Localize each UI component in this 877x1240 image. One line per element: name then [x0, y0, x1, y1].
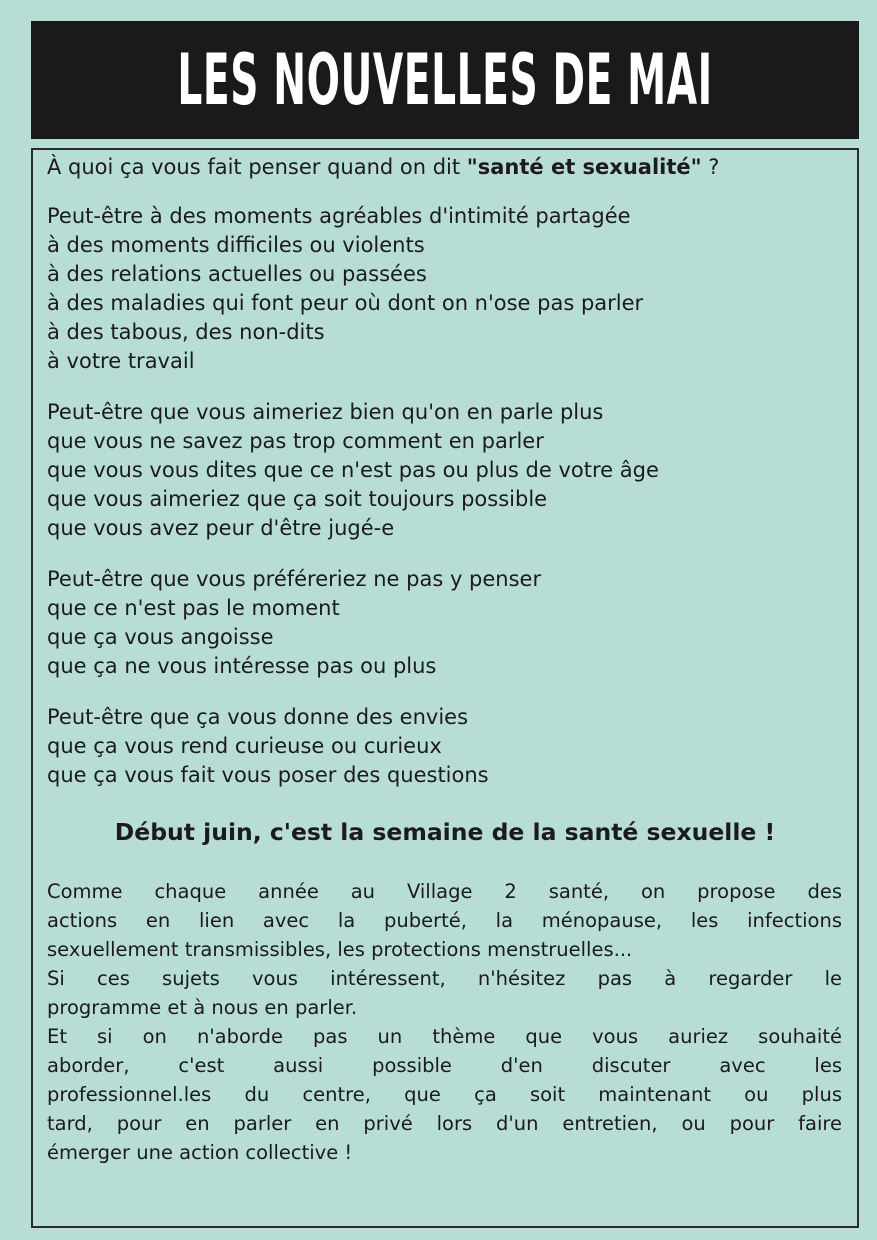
stanza-line: à des maladies qui font peur où dont on n'ose pas parler — [47, 291, 644, 315]
body-line: émerger une action collective ! — [47, 1141, 353, 1164]
newsletter-header — [31, 21, 859, 139]
stanza-talk — [47, 398, 659, 543]
body-line: Comme chaque année au Village 2 santé, on propose des — [47, 880, 842, 903]
body-paragraph — [47, 877, 842, 1167]
stanza-curious — [47, 703, 489, 790]
stanza-line: que vous vous dites que ce n'est pas ou plus de votre âge — [47, 458, 659, 482]
stanza-line: Peut-être que ça vous donne des envies — [47, 705, 469, 729]
stanza-line: à des moments difficiles ou violents — [47, 233, 425, 257]
stanza-line: que ce n'est pas le moment — [47, 596, 340, 620]
intro-question — [47, 150, 719, 184]
body-line: tard, pour en parler en privé lors d'un entretien, ou pour faire — [47, 1112, 842, 1135]
stanza-line: que ça vous angoisse — [47, 625, 274, 649]
body-line: Si ces sujets vous intéressent, n'hésitez pas à regarder le — [47, 967, 842, 990]
stanza-line: que ça vous fait vous poser des questions — [47, 763, 489, 787]
stanza-line: que ça ne vous intéresse pas ou plus — [47, 654, 437, 678]
announcement-heading: Début juin, c'est la semaine de la santé sexuelle ! — [114, 818, 776, 846]
body-line: aborder, c'est aussi possible d'en discuter avec les — [47, 1054, 842, 1077]
stanza-line: Peut-être que vous aimeriez bien qu'on en parle plus — [47, 400, 604, 424]
stanza-line: à votre travail — [47, 349, 195, 373]
stanza-line: à des tabous, des non-dits — [47, 320, 325, 344]
stanza-line: Peut-être que vous préféreriez ne pas y penser — [47, 567, 542, 591]
stanza-moments — [47, 202, 643, 376]
intro-prefix: À quoi ça vous fait penser quand on dit — [47, 155, 467, 179]
body-line: programme et à nous en parler. — [47, 996, 358, 1019]
intro-emphasis: "santé et sexualité" — [466, 155, 702, 179]
stanza-line: que vous aimeriez que ça soit toujours possible — [47, 487, 548, 511]
stanza-line: que ça vous rend curieuse ou curieux — [47, 734, 442, 758]
stanza-line: Peut-être à des moments agréables d'intimité partagée — [47, 204, 631, 228]
stanza-avoid — [47, 565, 541, 681]
body-line: actions en lien avec la puberté, la ménopause, les infections — [47, 909, 842, 932]
intro-suffix: ? — [701, 155, 720, 179]
body-line: Et si on n'aborde pas un thème que vous auriez souhaité — [47, 1025, 842, 1048]
stanza-line: que vous avez peur d'être jugé-e — [47, 516, 395, 540]
newsletter-title: LES NOUVELLES DE MAI — [177, 39, 713, 121]
stanza-line: à des relations actuelles ou passées — [47, 262, 427, 286]
body-line: professionnel.les du centre, que ça soit maintenant ou plus — [47, 1083, 842, 1106]
body-line: sexuellement transmissibles, les protections menstruelles... — [47, 938, 633, 961]
stanza-line: que vous ne savez pas trop comment en parler — [47, 429, 544, 453]
